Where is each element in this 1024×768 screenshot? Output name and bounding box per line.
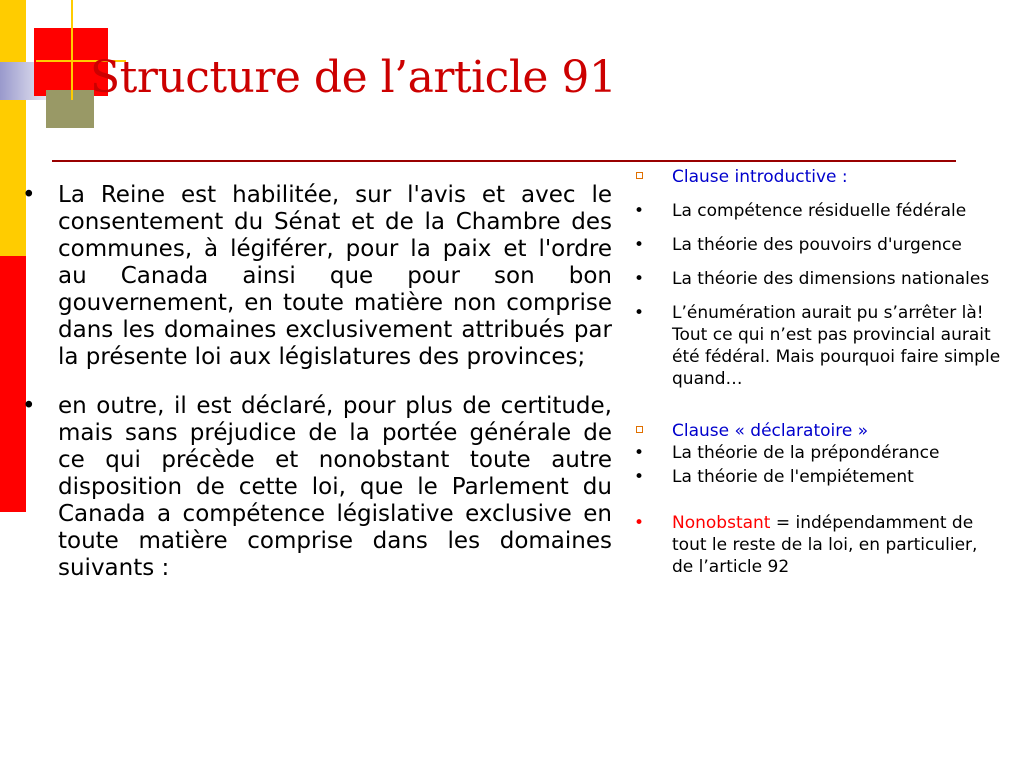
square-bullet-icon: [636, 426, 643, 433]
list-item: [634, 200, 1004, 222]
bullet-icon: •: [634, 443, 645, 463]
section-heading-text: Clause introductive :: [672, 167, 848, 187]
list-item-text: L’énumération aurait pu s’arrêter là! Tout ce qui n’est pas provincial aurait été fédéral. Mais pourquoi faire simple quand…: [672, 303, 1001, 389]
note-text: = indépendamment de tout le reste de la loi, en particulier, de l’article 92: [672, 513, 978, 577]
section-heading-introductive: [634, 166, 1004, 188]
list-item: [634, 268, 1004, 290]
list-item-text: La théorie des pouvoirs d'urgence: [672, 235, 962, 255]
article-paragraph-1: [22, 182, 612, 371]
title-underline: [52, 160, 956, 162]
commentary-column: [634, 166, 1004, 578]
bullet-icon: •: [634, 303, 645, 323]
bullet-icon: •: [22, 182, 36, 208]
decor-olive-square: [46, 90, 94, 128]
bullet-icon: •: [22, 393, 36, 419]
list-item: [634, 234, 1004, 256]
article-paragraph-2: [22, 393, 612, 582]
bullet-icon: •: [634, 201, 645, 221]
slide-title: Structure de l’article 91: [90, 52, 617, 103]
bullet-icon: •: [634, 235, 645, 255]
list-item-text: La théorie de la prépondérance: [672, 443, 940, 463]
article-text: [22, 182, 612, 604]
bullet-icon: •: [634, 513, 645, 533]
bullet-icon: •: [634, 269, 645, 289]
article-paragraph-text: La Reine est habilitée, sur l'avis et avec le consentement du Sénat et de la Chambre des communes, à légiférer, pour la paix et l'ordre au Canada ainsi que pour son bon gouvernement, en toute matière non comprise dans les domaines exclusivement attribués par la présente loi aux législatures des provinces;: [58, 182, 612, 370]
square-bullet-icon: [636, 172, 643, 179]
list-item-text: La théorie des dimensions nationales: [672, 269, 990, 289]
list-item-text: La théorie de l'empiétement: [672, 467, 914, 487]
list-item: [634, 302, 1004, 390]
nonobstant-note: [634, 512, 1004, 578]
list-item: [634, 466, 1004, 488]
section-heading-text: Clause « déclaratoire »: [672, 421, 869, 441]
note-term: Nonobstant: [672, 513, 771, 533]
section-heading-declaratoire: [634, 420, 1004, 442]
bullet-icon: •: [634, 467, 645, 487]
decor-vertical-line: [71, 0, 73, 100]
list-item-text: La compétence résiduelle fédérale: [672, 201, 967, 221]
list-item: [634, 442, 1004, 464]
article-paragraph-text: en outre, il est déclaré, pour plus de certitude, mais sans préjudice de la portée générale de ce qui précède et nonobstant toute autre disposition de cette loi, que le Parlement du Canada a compétence législative exclusive en toute matière comprise dans les domaines suivants :: [58, 393, 612, 581]
